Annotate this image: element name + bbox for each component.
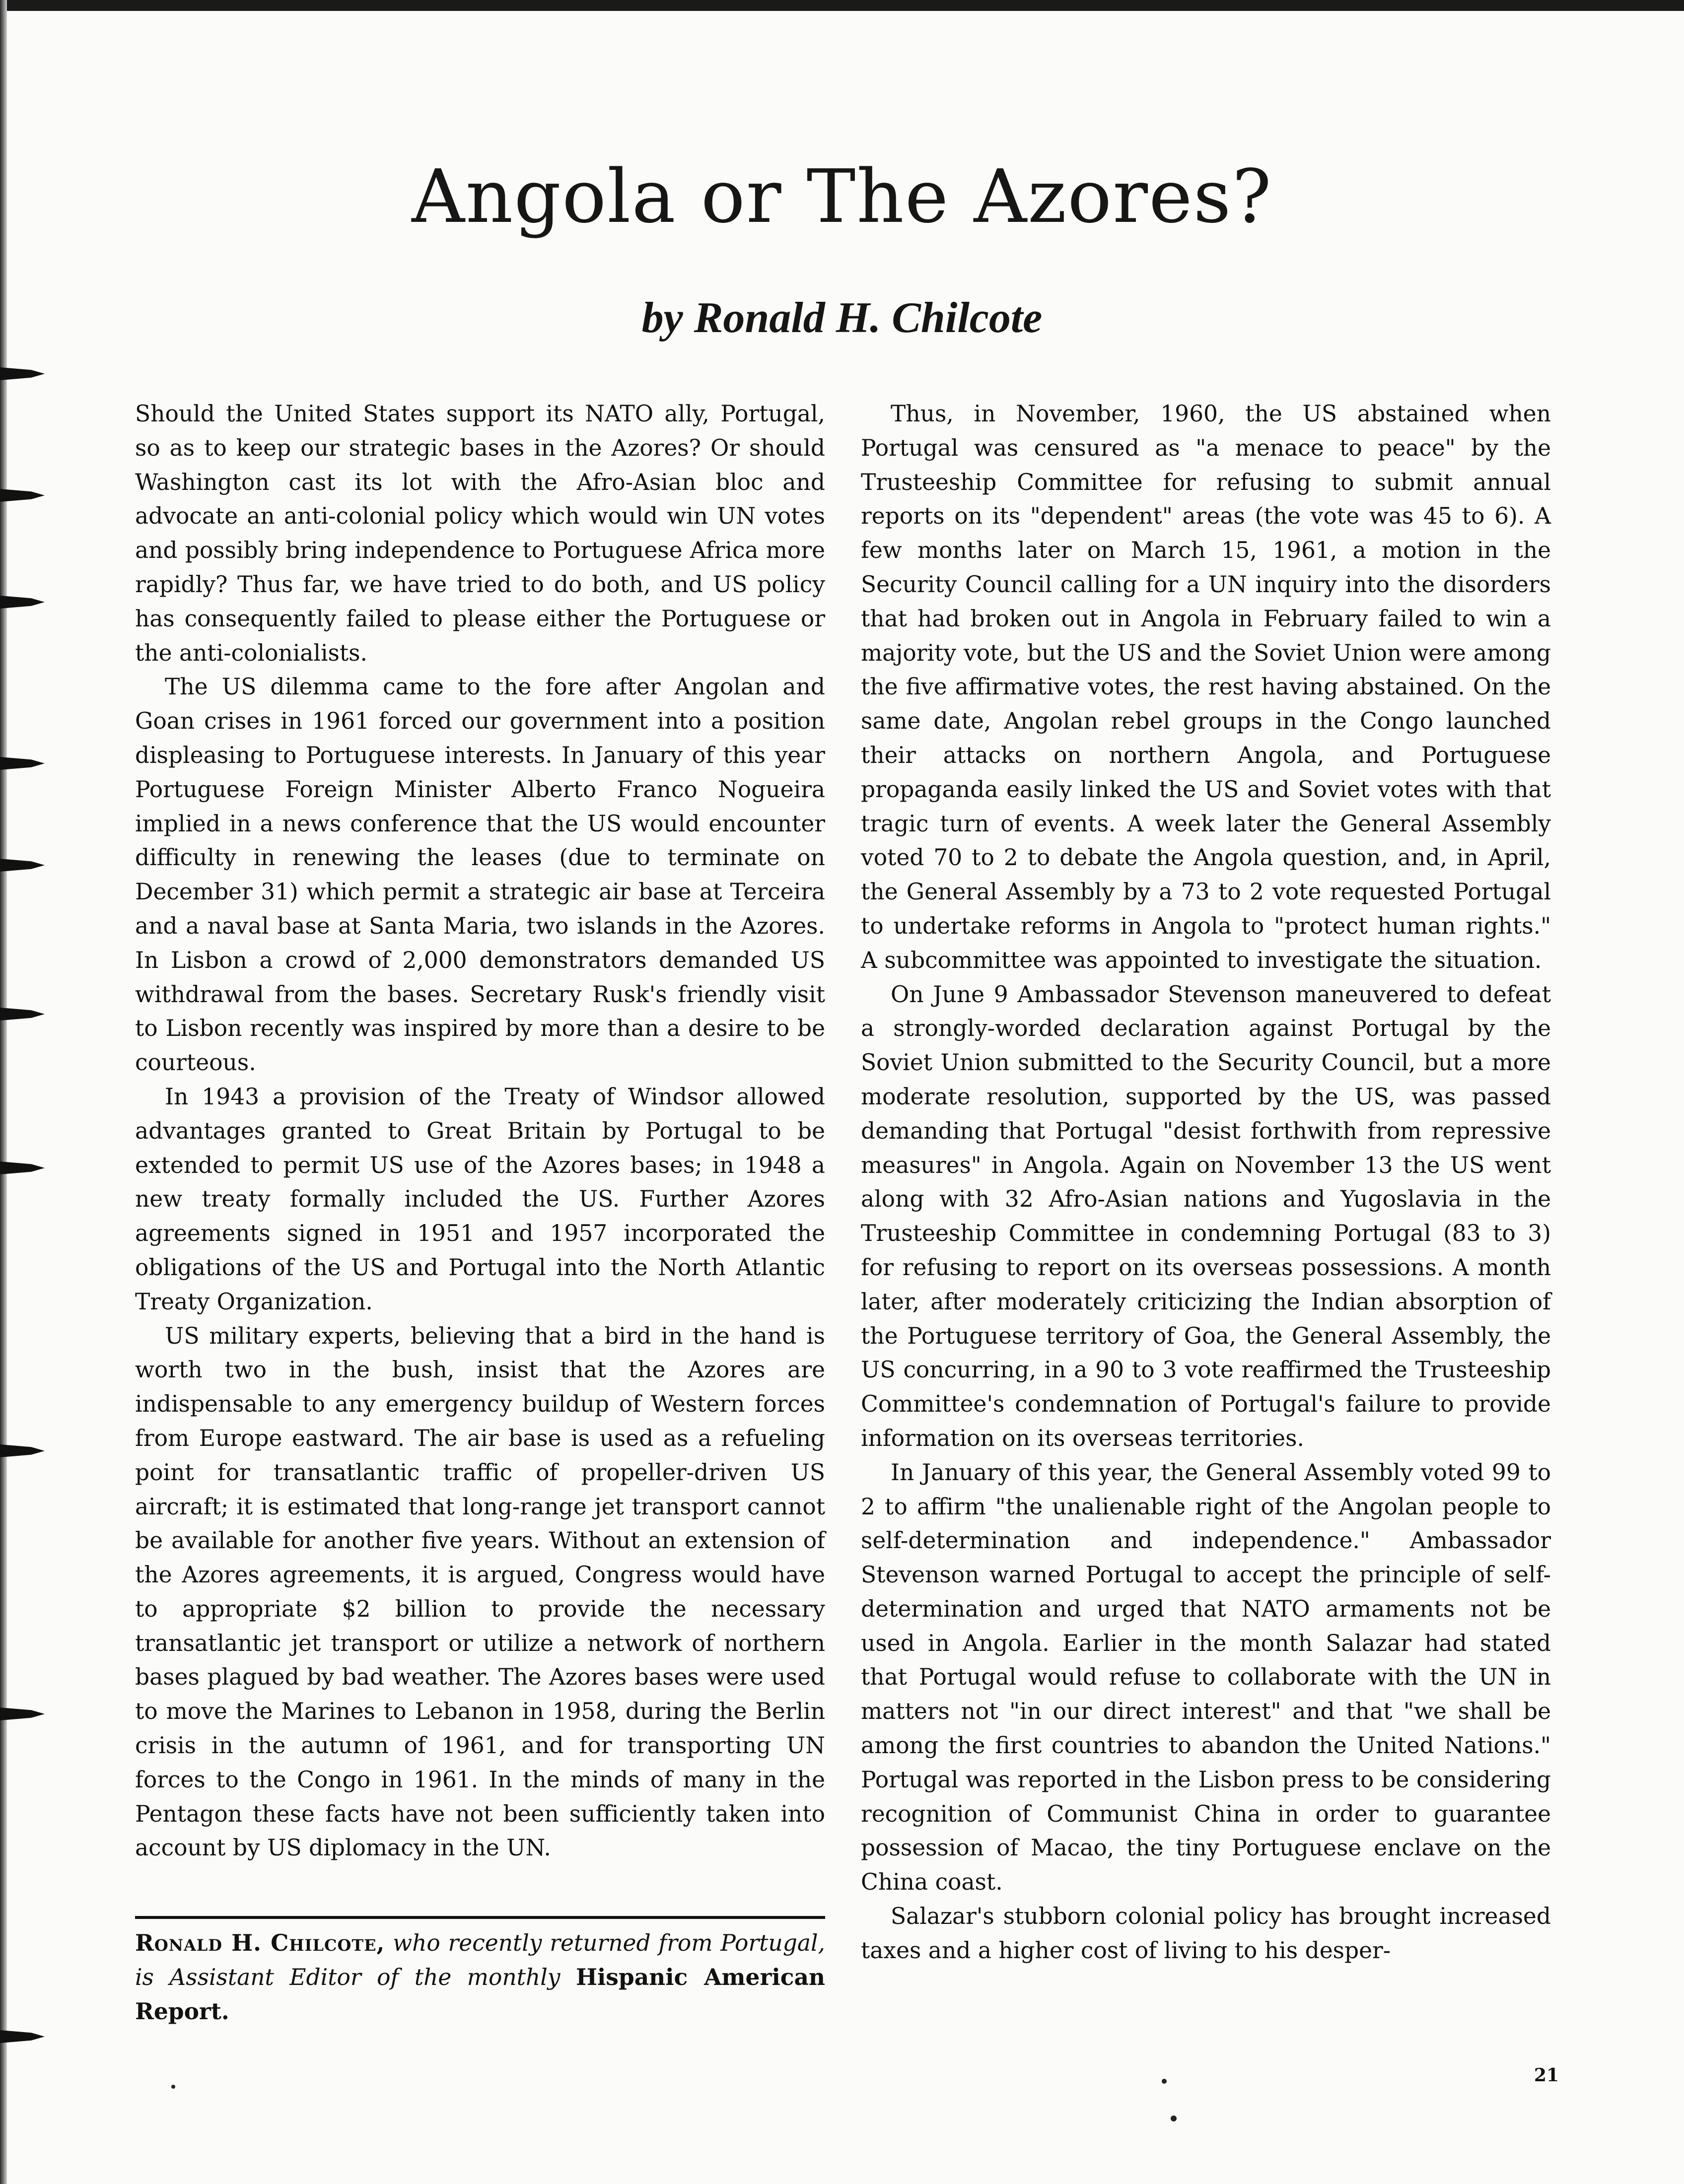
binding-mark [0,596,45,609]
left-column [135,397,825,1865]
binding-mark [0,859,45,872]
article-byline: by Ronald H. Chilcote [641,294,1043,342]
scan-speck [171,2085,175,2089]
paragraph: On June 9 Ambassador Stevenson maneuvered to defeat a strongly-worded declaration against Portugal by the Soviet Union submitted to the Security Council, but a more moderate resolution, supported by the US, was passed demanding that Portugal "desist forthwith from repressive measures" in Angola. Again on November 13 the US went along with 32 Afro-Asian nations and Yugoslavia in the Trusteeship Committee in condemning Portugal (83 to 3) for refusing to report on its overseas possessions. A month later, after moderately criticizing the Indian absorption of the Portuguese territory of Goa, the General Assembly, the US concurring, in a 90 to 3 vote reaffirmed the Trusteeship Committee's condemnation of Portugal's failure to provide information on its overseas territories. [861,981,1551,1451]
publication-name: Hispanic American Report. [135,1964,826,2025]
binding-mark [0,757,45,770]
author-description: who recently returned from Portugal, is Assistant Editor of the monthly [135,1930,825,1990]
paragraph: Thus, in November, 1960, the US abstained when Portugal was censured as "a menace to peace" by the Trusteeship Committee for refusing to submit annual reports on its "dependent" areas (the vote was 45 to 6). A few months later on March 15, 1961, a motion in the Security Council calling for a UN inquiry into the disorders that had broken out in Angola in February failed to win a majority vote, but the US and the Soviet Union were among the five affirmative votes, the rest having abstained. On the same date, Angolan rebel groups in the Congo launched their attacks on northern Angola, and Portuguese propaganda easily linked the US and Soviet votes with that tragic turn of events. A week later the General Assembly voted 70 to 2 to debate the Angola question, and, in April, the General Assembly by a 73 to 2 vote requested Portugal to undertake reforms in Angola to "protect human rights." A subcommittee was appointed to investigate the situation. [861,401,1551,973]
right-column [861,397,1551,1968]
paragraph: In January of this year, the General Assembly voted 99 to 2 to affirm "the unalienable right of the Angolan people to self-determination and independence." Ambassador Stevenson warned Portugal to accept the principle of self-determination and urged that NATO armaments not be used in Angola. Earlier in the month Salazar had stated that Portugal would refuse to collaborate with the UN in matters not "in our direct interest" and that "we shall be among the first countries to abandon the United Nations." Portugal was reported in the Lisbon press to be considering recognition of Communist China in order to guarantee possession of Macao, the tiny Portuguese enclave on the China coast. [861,1459,1551,1896]
binding-mark [0,2030,45,2043]
scan-edge-top [0,0,1684,11]
binding-mark [0,489,45,502]
author-note-divider [135,1916,825,1919]
author-note [135,1926,825,2029]
article-title: Angola or The Azores? [412,154,1272,239]
paragraph: The US dilemma came to the fore after Angolan and Goan crises in 1961 forced our government into a position displeasing to Portuguese interests. In January of this year Portuguese Foreign Minister Alberto Franco Nogueira implied in a news conference that the US would encounter difficulty in renewing the leases (due to terminate on December 31) which permit a strategic air base at Terceira and a naval base at Santa Maria, two islands in the Azores. In Lisbon a crowd of 2,000 demonstrators demanded US withdrawal from the bases. Secretary Rusk's friendly visit to Lisbon recently was inspired by more than a desire to be courteous. [135,674,825,1076]
paragraph: Should the United States support its NATO ally, Portugal, so as to keep our strategic bases in the Azores? Or should Washington cast its lot with the Afro-Asian bloc and advocate an anti-colonial policy which would win UN votes and possibly bring independence to Portuguese Africa more rapidly? Thus far, we have tried to do both, and US policy has consequently failed to please either the Portuguese or the anti-colonialists. [135,401,825,666]
scan-speck [1171,2116,1177,2121]
binding-mark [0,1008,45,1021]
paragraph: US military experts, believing that a bird in the hand is worth two in the bush, insist that the Azores are indispensable to any emergency buildup of Western forces from Europe eastward. The air base is used as a refueling point for transatlantic traffic of propeller-driven US aircraft; it is estimated that long-range jet transport cannot be available for another five years. Without an extension of the Azores agreements, it is argued, Congress would have to appropriate $2 billion to provide the necessary transatlantic jet transport or utilize a network of northern bases plagued by bad weather. The Azores bases were used to move the Marines to Lebanon in 1958, during the Berlin crisis in the autumn of 1961, and for transporting UN forces to the Congo in 1961. In the minds of many in the Pentagon these facts have not been sufficiently taken into account by US diplomacy in the UN. [135,1322,825,1861]
author-name: Ronald H. Chilcote, [135,1929,385,1956]
binding-mark [0,1161,45,1174]
binding-mark [0,367,45,380]
binding-mark [0,1707,45,1720]
scan-speck [1162,2079,1167,2084]
page-number: 21 [1534,2065,1559,2086]
binding-mark [0,1444,45,1457]
paragraph: In 1943 a provision of the Treaty of Windsor allowed advantages granted to Great Britain by Portugal to be extended to permit US use of the Azores bases; in 1948 a new treaty formally included the US. Further Azores agreements signed in 1951 and 1957 incorporated the obligations of the US and Portugal into the North Atlantic Treaty Organization. [135,1083,825,1315]
paragraph: Salazar's stubborn colonial policy has brought increased taxes and a higher cost of living to his desper- [861,1903,1551,1964]
